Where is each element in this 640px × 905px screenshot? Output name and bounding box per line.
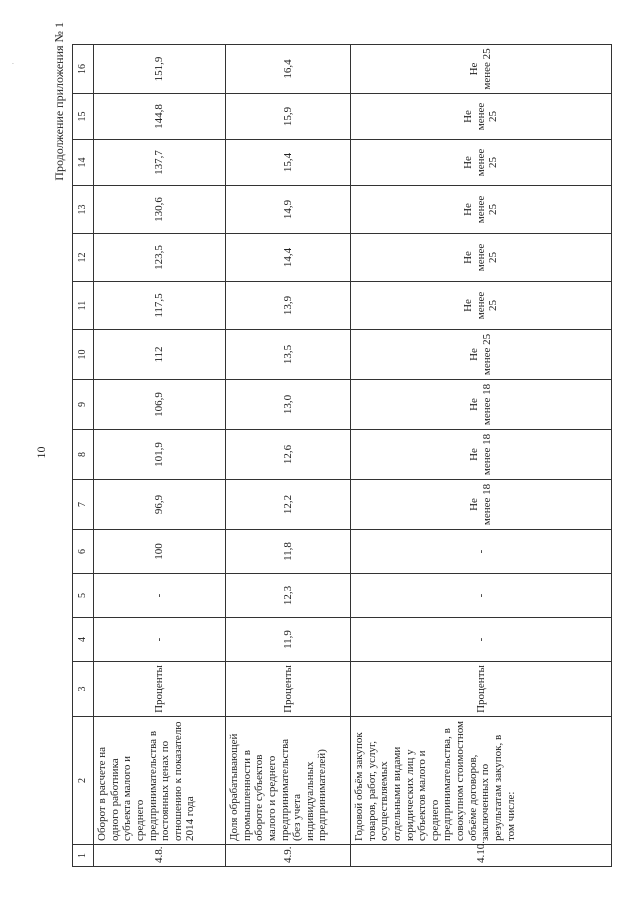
value-cell: Не менее 25 (351, 234, 612, 282)
value-cell: 101,9 (94, 430, 226, 480)
column-header: 14 (73, 140, 94, 186)
column-header: 8 (73, 430, 94, 480)
value-cell: Не менее 25 (351, 45, 612, 94)
column-header: 16 (73, 45, 94, 94)
column-header: 10 (73, 330, 94, 380)
table-row (94, 45, 226, 867)
row-number: 4.10. (351, 845, 612, 867)
value-cell: 151,9 (94, 45, 226, 94)
value-cell: 112 (94, 330, 226, 380)
page-number: 10 (34, 446, 48, 459)
column-header: 9 (73, 380, 94, 430)
value-cell: 15,9 (226, 94, 351, 140)
header-row (73, 45, 94, 867)
value-cell: 14,4 (226, 234, 351, 282)
value-cell: - (351, 530, 612, 574)
value-cell: - (94, 618, 226, 662)
value-cell: 96,9 (94, 480, 226, 530)
column-header: 13 (73, 186, 94, 234)
column-header: 5 (73, 574, 94, 618)
column-header: 3 (73, 662, 94, 717)
value-cell: 11,9 (226, 618, 351, 662)
value-cell: 11,8 (226, 530, 351, 574)
column-header: 15 (73, 94, 94, 140)
value-cell: Не менее 25 (351, 140, 612, 186)
value-cell: 123,5 (94, 234, 226, 282)
value-cell: Не менее 25 (351, 186, 612, 234)
value-cell: 144,8 (94, 94, 226, 140)
row-number: 4.9. (226, 845, 351, 867)
value-cell: 100 (94, 530, 226, 574)
value-cell: Не менее 25 (351, 282, 612, 330)
value-cell: 117,5 (94, 282, 226, 330)
value-cell: 137,7 (94, 140, 226, 186)
value-cell: 130,6 (94, 186, 226, 234)
indicator-name: Доля обрабатывающей промышленности в обороте субъектов малого и среднего предпринимательства (без учета индивидуальных предпринимателей) (226, 717, 351, 845)
column-header: 1 (73, 845, 94, 867)
column-header: 6 (73, 530, 94, 574)
value-cell: 13,9 (226, 282, 351, 330)
scan-artifact: · (8, 62, 18, 65)
row-number: 4.8. (94, 845, 226, 867)
indicator-name: Годовой объём закупок товаров, работ, услуг, осуществляемых отдельными видами юридических лиц у субъектов малого и среднего предпринимательства, в совокупном стоимостном объёме договоров, заключенных по результатам закупок, в том числе: (351, 717, 612, 845)
value-cell: 14,9 (226, 186, 351, 234)
value-cell: - (351, 618, 612, 662)
value-cell: 15,4 (226, 140, 351, 186)
indicator-name: Оборот в расчете на одного работника субъекта малого и среднего предпринимательства в постоянных ценах по отношению к показателю 2014 года (94, 717, 226, 845)
column-header: 4 (73, 618, 94, 662)
table-row (351, 45, 612, 867)
value-cell: - (94, 574, 226, 618)
value-cell: Не менее 18 (351, 430, 612, 480)
value-cell: Не менее 25 (351, 330, 612, 380)
column-header: 11 (73, 282, 94, 330)
value-cell: 16,4 (226, 45, 351, 94)
unit-of-measure: Проценты (226, 662, 351, 717)
value-cell: Не менее 18 (351, 480, 612, 530)
table-row (226, 45, 351, 867)
value-cell: Не менее 25 (351, 94, 612, 140)
unit-of-measure: Проценты (94, 662, 226, 717)
value-cell: 12,3 (226, 574, 351, 618)
value-cell: 13,5 (226, 330, 351, 380)
appendix-continuation-note: Продолжение приложения № 1 (52, 22, 66, 181)
value-cell: - (351, 574, 612, 618)
unit-of-measure: Проценты (351, 662, 612, 717)
value-cell: Не менее 18 (351, 380, 612, 430)
indicators-table (72, 44, 612, 867)
column-header: 2 (73, 717, 94, 845)
value-cell: 12,6 (226, 430, 351, 480)
column-header: 7 (73, 480, 94, 530)
column-header: 12 (73, 234, 94, 282)
value-cell: 12,2 (226, 480, 351, 530)
value-cell: 106,9 (94, 380, 226, 430)
value-cell: 13,0 (226, 380, 351, 430)
